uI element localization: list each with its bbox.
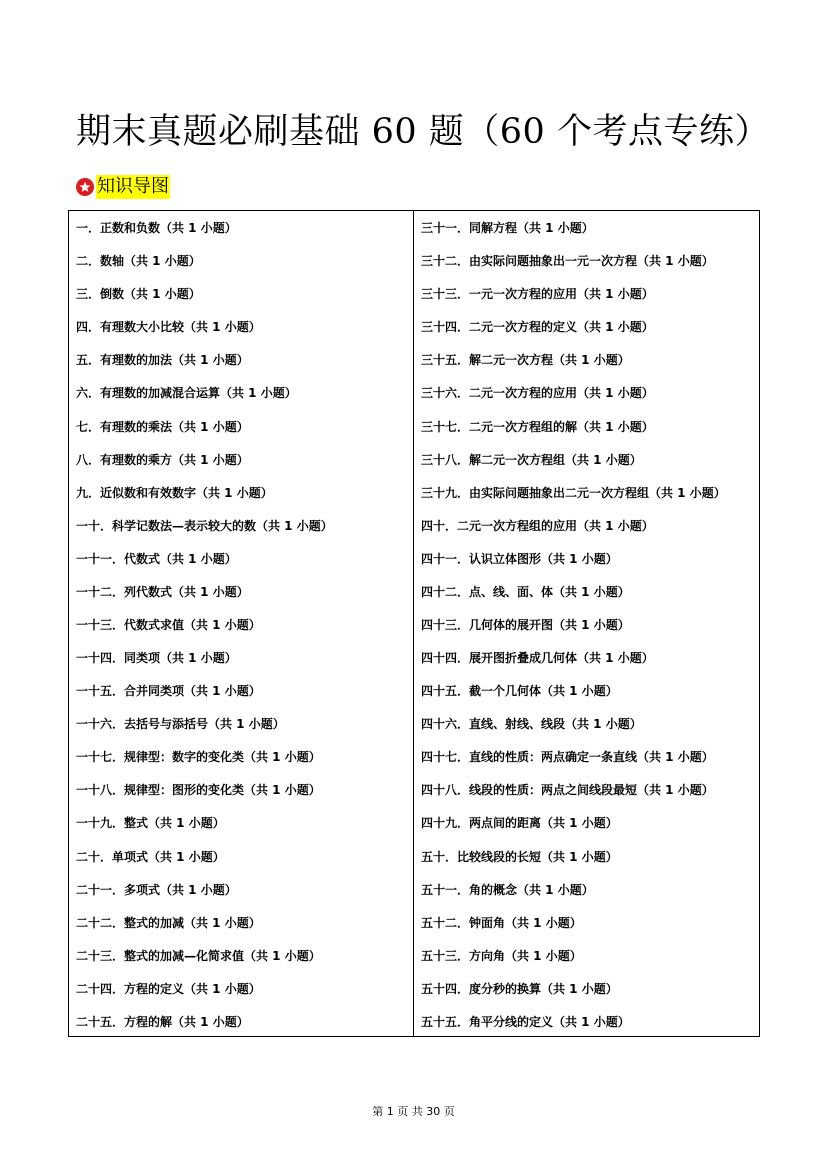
toc-item: 二十．单项式（共 1 小题） [76,849,225,864]
toc-item: 三十六．二元一次方程的应用（共 1 小题） [421,386,654,401]
page-footer: 第 1 页 共 30 页 [372,1105,455,1118]
toc-item: 六．有理数的加减混合运算（共 1 小题） [76,386,297,401]
toc-item: 二十四．方程的定义（共 1 小题） [76,981,261,996]
toc-item: 一十．科学记数法—表示较大的数（共 1 小题） [76,518,333,533]
toc-item: 五十一．角的概念（共 1 小题） [421,882,594,897]
toc-item: 三十七．二元一次方程组的解（共 1 小题） [421,419,654,434]
toc-item: 二十五．方程的解（共 1 小题） [76,1014,249,1029]
toc-item: 五十二．钟面角（共 1 小题） [421,915,582,930]
toc-item: 四十六．直线、射线、线段（共 1 小题） [421,717,642,732]
star-badge-icon [76,178,94,196]
toc-item: 五十五．角平分线的定义（共 1 小题） [421,1014,630,1029]
toc-item: 一．正数和负数（共 1 小题） [76,221,237,236]
toc-item: 一十五．合并同类项（共 1 小题） [76,684,261,699]
toc-item: 一十三．代数式求值（共 1 小题） [76,617,261,632]
toc-column-left [69,211,414,1036]
toc-item: 一十九．整式（共 1 小题） [76,816,225,831]
toc-item: 四十．二元一次方程组的应用（共 1 小题） [421,518,654,533]
toc-item: 四十三．几何体的展开图（共 1 小题） [421,617,630,632]
toc-item: 四十八．线段的性质：两点之间线段最短（共 1 小题） [421,783,714,798]
toc-item: 二十一．多项式（共 1 小题） [76,882,237,897]
toc-item: 二十二．整式的加减（共 1 小题） [76,915,261,930]
toc-item: 三十五．解二元一次方程（共 1 小题） [421,353,630,368]
toc-item: 四十九．两点间的距离（共 1 小题） [421,816,618,831]
toc-item: 七．有理数的乘法（共 1 小题） [76,419,249,434]
toc-item: 一十二．列代数式（共 1 小题） [76,584,249,599]
toc-item: 三十二．由实际问题抽象出一元一次方程（共 1 小题） [421,254,714,269]
toc-item: 五．有理数的加法（共 1 小题） [76,353,249,368]
toc-item: 三．倒数（共 1 小题） [76,287,201,302]
toc-item: 八．有理数的乘方（共 1 小题） [76,452,249,467]
toc-item: 五十．比较线段的长短（共 1 小题） [421,849,618,864]
toc-item: 三十三．一元一次方程的应用（共 1 小题） [421,287,654,302]
toc-item: 一十八．规律型：图形的变化类（共 1 小题） [76,783,321,798]
toc-item: 四十四．展开图折叠成几何体（共 1 小题） [421,651,654,666]
section-heading-text: 知识导图 [97,176,169,197]
toc-item: 五十四．度分秒的换算（共 1 小题） [421,981,618,996]
toc-item: 四十五．截一个几何体（共 1 小题） [421,684,618,699]
toc-item: 四十一．认识立体图形（共 1 小题） [421,551,618,566]
toc-item: 三十一．同解方程（共 1 小题） [421,221,594,236]
toc-item: 四十七．直线的性质：两点确定一条直线（共 1 小题） [421,750,714,765]
toc-item: 四．有理数大小比较（共 1 小题） [76,320,261,335]
toc-item: 四十二．点、线、面、体（共 1 小题） [421,584,630,599]
toc-item: 二．数轴（共 1 小题） [76,254,201,269]
toc-column-right [414,211,759,1036]
page-title: 期末真题必刷基础 60 题（60 个考点专练） [76,112,770,152]
toc-item: 五十三．方向角（共 1 小题） [421,948,582,963]
toc-item: 二十三．整式的加减—化简求值（共 1 小题） [76,948,321,963]
toc-item: 一十四．同类项（共 1 小题） [76,651,237,666]
toc-item: 一十六．去括号与添括号（共 1 小题） [76,717,285,732]
toc-item: 一十七．规律型：数字的变化类（共 1 小题） [76,750,321,765]
toc-item: 三十九．由实际问题抽象出二元一次方程组（共 1 小题） [421,485,726,500]
toc-item: 三十四．二元一次方程的定义（共 1 小题） [421,320,654,335]
toc-item: 九．近似数和有效数字（共 1 小题） [76,485,273,500]
section-heading [76,174,170,200]
toc-item: 三十八．解二元一次方程组（共 1 小题） [421,452,642,467]
toc-table [68,210,760,1037]
toc-item: 一十一．代数式（共 1 小题） [76,551,237,566]
